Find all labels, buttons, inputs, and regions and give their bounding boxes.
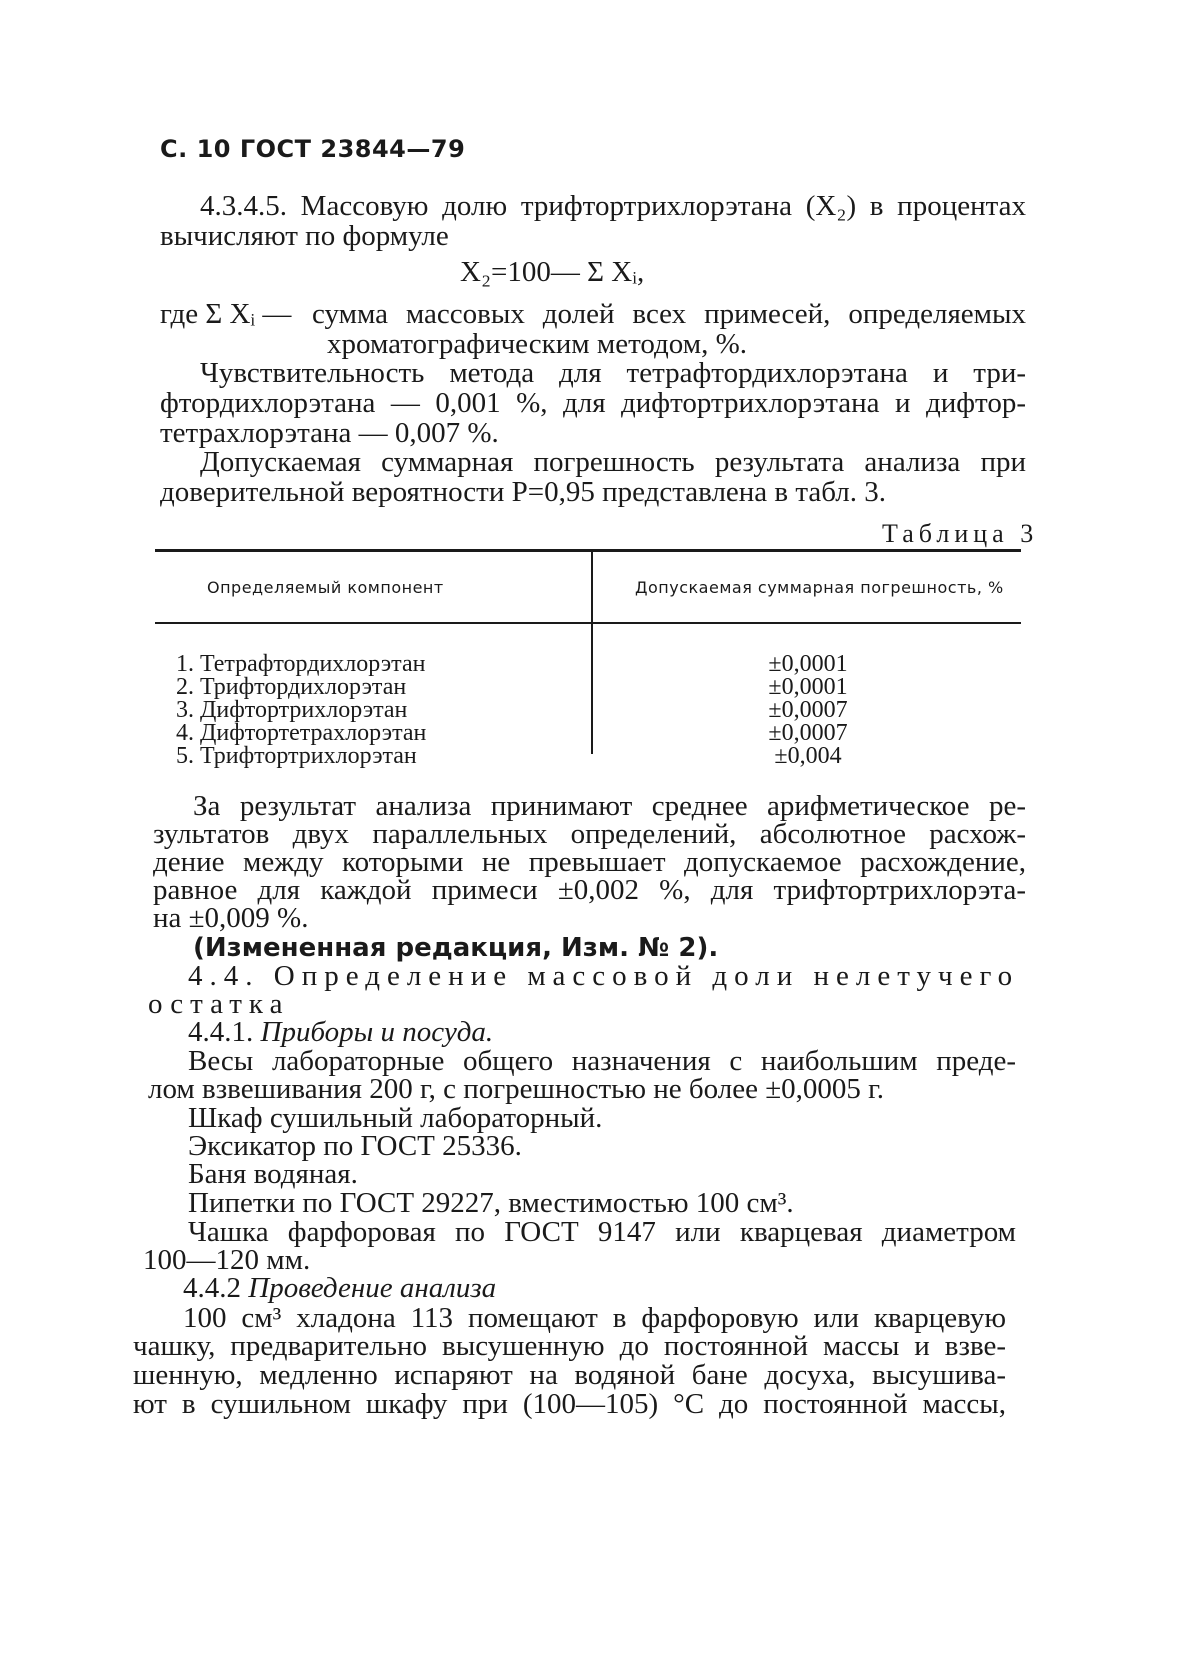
para-4345-line-2: вычисляют по формуле (160, 220, 449, 252)
table-top-rule (155, 549, 1021, 552)
sensitivity-line-3: тетрахлорэтана — 0,007 %. (160, 417, 499, 449)
table-row-4-value: ±0,0007 (768, 720, 848, 746)
equipment-item-2: Эксикатор по ГОСТ 25336. (188, 1130, 522, 1162)
formula: X₂=100— Σ Xᵢ, (460, 256, 645, 288)
sensitivity-line-1: Чувствительность метода для тетрафтордихлорэтана и три- (200, 357, 1026, 389)
equipment-item-1: Шкаф сушильный лабораторный. (188, 1102, 603, 1134)
equipment-item-4: Пипетки по ГОСТ 29227, вместимостью 100 см³. (188, 1187, 794, 1219)
table-col1-header: Определяемый компонент (207, 578, 444, 597)
amendment-note: (Измененная редакция, Изм. № 2). (193, 933, 719, 963)
result-line-2: зультатов двух параллельных определений, абсолютное расхож- (153, 818, 1026, 850)
procedure-line-3: шенную, медленно испаряют на водяной бане досуха, высушива- (133, 1359, 1006, 1391)
table-header-divider (591, 552, 593, 622)
table-header-rule (155, 622, 1021, 624)
table-row-1-name: 1. Тетрафтордихлорэтан (176, 651, 426, 677)
table-row-2-name: 2. Трифтордихлорэтан (176, 674, 407, 700)
section-442-title: Проведение анализа (248, 1272, 497, 1304)
section-441-title: Приборы и посуда. (260, 1016, 494, 1048)
section-441-number: 4.4.1. (188, 1016, 261, 1048)
table-row-3-name: 3. Дифтортрихлорэтан (176, 697, 408, 723)
table-row-5-value: ±0,004 (774, 743, 842, 769)
table-caption: Таблица 3 (882, 519, 1039, 548)
result-line-3: дение между которыми не превышает допускаемое расхождение, (153, 846, 1026, 878)
allowed-error-line-2: доверительной вероятности P=0,95 представлена в табл. 3. (160, 476, 887, 508)
table-row-3-value: ±0,0007 (768, 697, 848, 723)
table-row-5-name: 5. Трифтортрихлорэтан (176, 743, 417, 769)
procedure-line-1: 100 см³ хладона 113 помещают в фарфоровую или кварцевую (183, 1302, 1006, 1334)
equipment-item-3: Баня водяная. (188, 1158, 358, 1190)
table-col2-header: Допускаемая суммарная погрешность, % (635, 578, 1004, 597)
where-line-2: хроматографическим методом, %. (327, 328, 747, 360)
scales-line-2: лом взвешивания 200 г, с погрешностью не более ±0,0005 г. (148, 1073, 885, 1105)
para-4345-line-1: 4.3.4.5. Массовую долю трифтортрихлорэтана (X₂) в процентах (200, 190, 1026, 222)
cup-line-1: Чашка фарфоровая по ГОСТ 9147 или кварцевая диаметром (188, 1216, 1016, 1248)
procedure-line-2: чашку, предварительно высушенную до постоянной массы и взве- (133, 1330, 1006, 1362)
page-header: С. 10 ГОСТ 23844—79 (160, 135, 466, 163)
section-44-line-1: 4.4. Определение массовой доли нелетучего (188, 960, 1020, 992)
scales-line-1: Весы лабораторные общего назначения с наибольшим преде- (188, 1045, 1016, 1077)
table-row-2-value: ±0,0001 (768, 674, 848, 700)
result-line-4: равное для каждой примеси ±0,002 %, для трифтортрихлорэта- (153, 874, 1026, 906)
section-441-heading (188, 1016, 493, 1048)
section-442-heading (183, 1272, 496, 1304)
allowed-error-line-1: Допускаемая суммарная погрешность результата анализа при (200, 446, 1026, 478)
where-symbol: где Σ Xᵢ — (160, 298, 292, 330)
result-line-5: на ±0,009 %. (153, 902, 309, 934)
procedure-line-4: ют в сушильном шкафу при (100—105) °С до постоянной массы, (133, 1388, 1006, 1420)
table-body-divider (591, 624, 593, 754)
table-row-1-value: ±0,0001 (768, 651, 848, 677)
section-442-number: 4.4.2 (183, 1272, 249, 1304)
table-row-4-name: 4. Дифтортетрахлорэтан (176, 720, 427, 746)
cup-line-2: 100—120 мм. (143, 1244, 311, 1276)
where-line-1: сумма массовых долей всех примесей, определяемых (312, 298, 1026, 330)
sensitivity-line-2: фтордихлорэтана — 0,001 %, для дифтортрихлорэтана и дифтор- (160, 387, 1026, 419)
result-line-1: За результат анализа принимают среднее арифметическое ре- (193, 790, 1026, 822)
section-44-line-2: остатка (148, 988, 290, 1020)
